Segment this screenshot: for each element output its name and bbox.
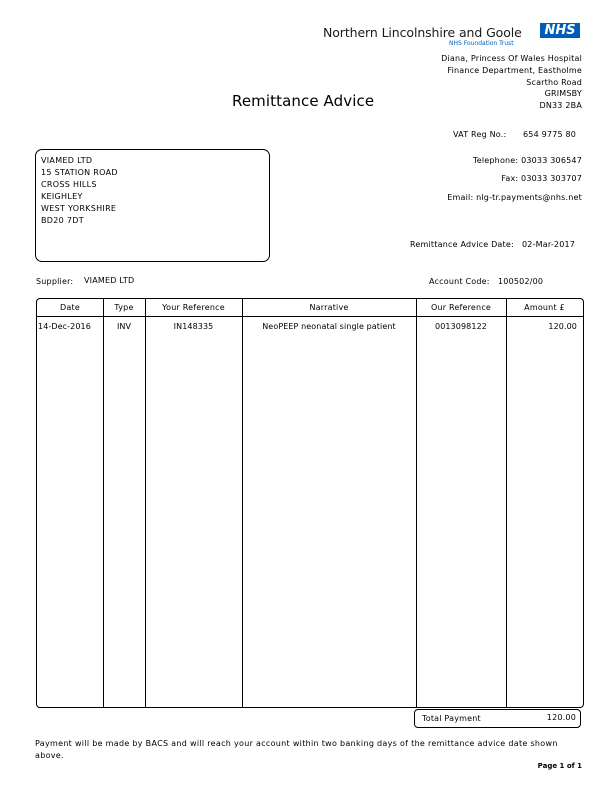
column-header-your-reference: Your Reference — [162, 303, 225, 312]
vat-label: VAT Reg No.: — [453, 130, 507, 139]
hospital-address-line4: GRIMSBY — [544, 89, 582, 98]
column-header-narrative: Narrative — [309, 303, 349, 312]
advice-date-value: 02-Mar-2017 — [522, 240, 576, 249]
row-our-reference: 0013098122 — [435, 322, 487, 331]
fax: Fax: 03033 303707 — [501, 174, 582, 183]
hospital-address-line2: Finance Department, Eastholme — [447, 66, 582, 75]
row-narrative: NeoPEEP neonatal single patient — [262, 322, 396, 331]
supplier-address-line3: CROSS HILLS — [41, 180, 97, 189]
payment-note: Payment will be made by BACS and will reach your account within two banking days of the remittance advice date shown above. — [35, 739, 558, 760]
supplier-value: VIAMED LTD — [84, 276, 135, 285]
row-date: 14-Dec-2016 — [38, 322, 91, 331]
page-title: Remittance Advice — [232, 92, 375, 110]
supplier-address-line6: BD20 7DT — [41, 216, 84, 225]
row-amount: 120.00 — [548, 322, 577, 331]
vat-value: 654 9775 80 — [523, 130, 577, 139]
row-type: INV — [116, 322, 132, 331]
account-code-value: 100502/00 — [498, 277, 544, 286]
account-code-label: Account Code: — [429, 277, 490, 286]
row-your-reference: IN148335 — [173, 322, 214, 331]
trust-subtitle: NHS Foundation Trust — [449, 40, 514, 47]
hospital-address-line5: DN33 2BA — [539, 101, 582, 110]
column-header-date: Date — [60, 303, 80, 312]
hospital-address-line3: Scartho Road — [526, 78, 582, 87]
supplier-label: Supplier: — [36, 277, 74, 286]
supplier-address-line4: KEIGHLEY — [41, 192, 83, 201]
supplier-address-line1: VIAMED LTD — [41, 156, 93, 165]
page-number: Page 1 of 1 — [537, 762, 582, 770]
column-header-our-reference: Our Reference — [430, 303, 492, 312]
advice-date-label: Remittance Advice Date: — [410, 240, 514, 249]
email[interactable]: Email: nlg-tr.payments@nhs.net — [447, 193, 582, 202]
column-header-type: Type — [114, 303, 134, 312]
total-payment-label: Total Payment — [422, 714, 481, 723]
trust-name: Northern Lincolnshire and Goole — [323, 25, 522, 40]
column-header-amount: Amount £ — [524, 303, 565, 312]
telephone: Telephone: 03033 306547 — [473, 156, 582, 165]
hospital-address-line1: Diana, Princess Of Wales Hospital — [441, 54, 582, 63]
remittance-table — [36, 298, 584, 708]
supplier-address-line5: WEST YORKSHIRE — [41, 204, 117, 213]
nhs-logo: NHS — [540, 23, 580, 38]
supplier-address-line2: 15 STATION ROAD — [41, 168, 118, 177]
total-payment-value: 120.00 — [546, 713, 576, 722]
